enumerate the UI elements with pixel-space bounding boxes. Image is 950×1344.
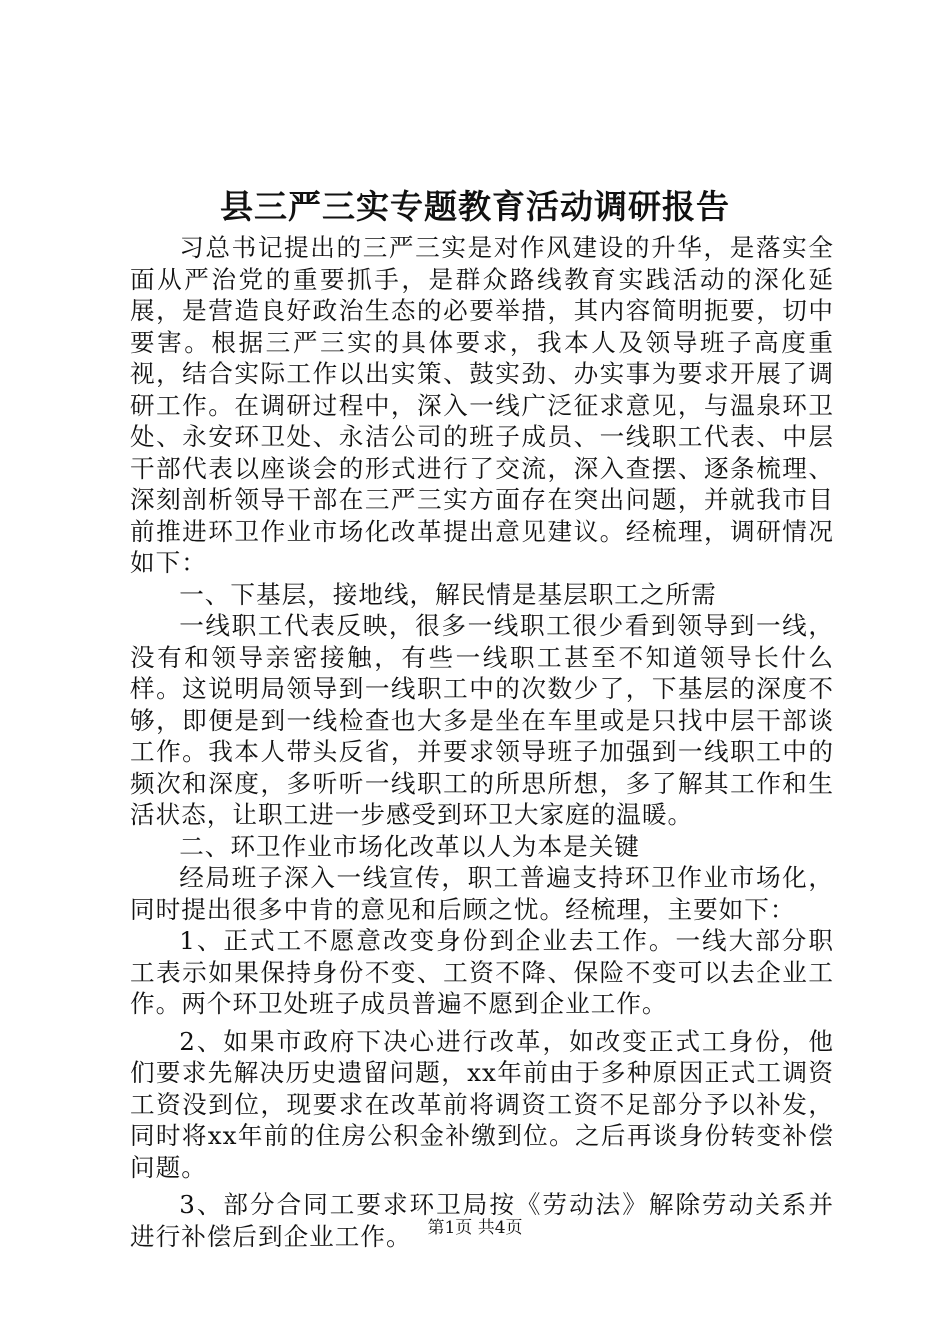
section-heading-2: 二、环卫作业市场化改革以人为本是关键 [179,831,640,861]
page-title: 县三严三实专题教育活动调研报告 [220,187,730,226]
paragraph-section-2: 经局班子深入一线宣传，职工普遍支持环卫作业市场化，同时提出很多中肯的意见和后顾之忧。经梳理，主要如下： [130,863,834,924]
paragraph-section-1: 一线职工代表反映，很多一线职工很少看到领导到一线，没有和领导亲密接触，有些一线职工甚至不知道领导长什么样。这说明局领导到一线职工中的次数少了，下基层的深度不够，即便是到一线检查也大多是坐在车里或是只找中层干部谈工作。我本人带头反省，并要求领导班子加强到一线职工中的频次和深度，多听听一线职工的所思所想，多了解其工作和生活状态，让职工进一步感受到环卫大家庭的温暖。 [130,611,834,829]
section-heading-1: 一、下基层，接地线，解民情是基层职工之所需 [179,579,717,609]
list-item-1: 1、正式工不愿意改变身份到企业去工作。一线大部分职工表示如果保持身份不变、工资不降、保险不变可以去企业工作。两个环卫处班子成员普遍不愿到企业工作。 [130,926,834,1018]
document-body [130,232,834,1252]
paragraph-intro: 习总书记提出的三严三实是对作风建设的升华，是落实全面从严治党的重要抓手，是群众路线教育实践活动的深化延展，是营造良好政治生态的必要举措，其内容简明扼要，切中要害。根据三严三实的具体要求，我本人及领导班子高度重视，结合实际工作以出实策、鼓实劲、办实事为要求开展了调研工作。在调研过程中，深入一线广泛征求意见，与温泉环卫处、永安环卫处、永洁公司的班子成员、一线职工代表、中层干部代表以座谈会的形式进行了交流，深入查摆、逐条梳理、深刻剖析领导干部在三严三实方面存在突出问题，并就我市目前推进环卫作业市场化改革提出意见建议。经梳理，调研情况如下： [130,233,834,577]
page-footer: 第1页 共4页 [427,1218,523,1238]
list-item-2: 2、如果市政府下决心进行改革，如改变正式工身份，他们要求先解决历史遗留问题，xx年前由于多种原因正式工调资工资没到位，现要求在改革前将调资工资不足部分予以补发，同时将xx年前的住房公积金补缴到位。之后再谈身份转变补偿问题。 [130,1026,834,1182]
list-item-3: 3、部分合同工要求环卫局按《劳动法》解除劳动关系并进行补偿后到企业工作。 [130,1190,834,1251]
